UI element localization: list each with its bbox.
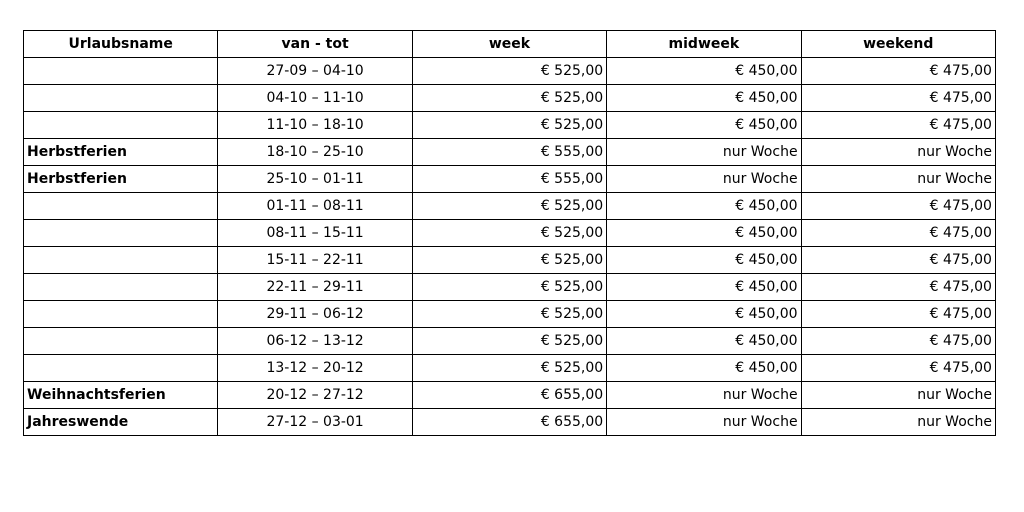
date-range-cell: 25-10 – 01-11 [218,166,412,193]
holiday-name-cell [24,328,218,355]
table-row [24,166,996,193]
date-range-cell: 27-09 – 04-10 [218,58,412,85]
holiday-name-cell: Jahreswende [24,409,218,436]
week-price-cell: € 525,00 [412,85,606,112]
table-row [24,139,996,166]
table-row [24,112,996,139]
week-price-cell: € 555,00 [412,166,606,193]
weekend-price-cell: € 475,00 [801,328,995,355]
weekend-price-cell: € 475,00 [801,247,995,274]
weekend-price-cell: € 475,00 [801,85,995,112]
table-row [24,247,996,274]
holiday-name-cell: Herbstferien [24,166,218,193]
week-price-cell: € 655,00 [412,409,606,436]
table-row [24,301,996,328]
holiday-name-cell: Weihnachtsferien [24,382,218,409]
weekend-price-cell: nur Woche [801,139,995,166]
table-row [24,409,996,436]
weekend-price-cell: nur Woche [801,382,995,409]
header-date-range: van - tot [218,31,412,58]
date-range-cell: 20-12 – 27-12 [218,382,412,409]
midweek-price-cell: € 450,00 [607,220,801,247]
midweek-price-cell: nur Woche [607,166,801,193]
date-range-cell: 08-11 – 15-11 [218,220,412,247]
date-range-cell: 29-11 – 06-12 [218,301,412,328]
midweek-price-cell: € 450,00 [607,328,801,355]
table-row [24,58,996,85]
date-range-cell: 04-10 – 11-10 [218,85,412,112]
weekend-price-cell: € 475,00 [801,274,995,301]
table-row [24,193,996,220]
date-range-cell: 22-11 – 29-11 [218,274,412,301]
weekend-price-cell: nur Woche [801,166,995,193]
week-price-cell: € 525,00 [412,112,606,139]
midweek-price-cell: € 450,00 [607,112,801,139]
holiday-name-cell [24,85,218,112]
price-table [23,30,996,436]
holiday-name-cell [24,274,218,301]
header-weekend: weekend [801,31,995,58]
midweek-price-cell: € 450,00 [607,85,801,112]
date-range-cell: 11-10 – 18-10 [218,112,412,139]
weekend-price-cell: € 475,00 [801,112,995,139]
week-price-cell: € 525,00 [412,247,606,274]
holiday-name-cell [24,193,218,220]
week-price-cell: € 525,00 [412,58,606,85]
week-price-cell: € 525,00 [412,193,606,220]
date-range-cell: 18-10 – 25-10 [218,139,412,166]
date-range-cell: 15-11 – 22-11 [218,247,412,274]
week-price-cell: € 525,00 [412,301,606,328]
date-range-cell: 06-12 – 13-12 [218,328,412,355]
header-week: week [412,31,606,58]
table-row [24,328,996,355]
weekend-price-cell: € 475,00 [801,220,995,247]
holiday-name-cell: Herbstferien [24,139,218,166]
week-price-cell: € 525,00 [412,328,606,355]
table-row [24,355,996,382]
weekend-price-cell: € 475,00 [801,355,995,382]
week-price-cell: € 525,00 [412,220,606,247]
date-range-cell: 13-12 – 20-12 [218,355,412,382]
date-range-cell: 01-11 – 08-11 [218,193,412,220]
week-price-cell: € 655,00 [412,382,606,409]
header-midweek: midweek [607,31,801,58]
table-row [24,220,996,247]
weekend-price-cell: € 475,00 [801,301,995,328]
holiday-name-cell [24,355,218,382]
table-row [24,85,996,112]
midweek-price-cell: nur Woche [607,382,801,409]
holiday-name-cell [24,58,218,85]
weekend-price-cell: € 475,00 [801,58,995,85]
midweek-price-cell: € 450,00 [607,274,801,301]
date-range-cell: 27-12 – 03-01 [218,409,412,436]
table-row [24,274,996,301]
holiday-name-cell [24,220,218,247]
midweek-price-cell: nur Woche [607,409,801,436]
midweek-price-cell: € 450,00 [607,193,801,220]
week-price-cell: € 555,00 [412,139,606,166]
midweek-price-cell: € 450,00 [607,247,801,274]
midweek-price-cell: € 450,00 [607,58,801,85]
weekend-price-cell: € 475,00 [801,193,995,220]
table-row [24,382,996,409]
weekend-price-cell: nur Woche [801,409,995,436]
header-holiday-name: Urlaubsname [24,31,218,58]
holiday-name-cell [24,301,218,328]
table-header-row [24,31,996,58]
week-price-cell: € 525,00 [412,274,606,301]
midweek-price-cell: € 450,00 [607,301,801,328]
midweek-price-cell: € 450,00 [607,355,801,382]
holiday-name-cell [24,112,218,139]
midweek-price-cell: nur Woche [607,139,801,166]
week-price-cell: € 525,00 [412,355,606,382]
holiday-name-cell [24,247,218,274]
